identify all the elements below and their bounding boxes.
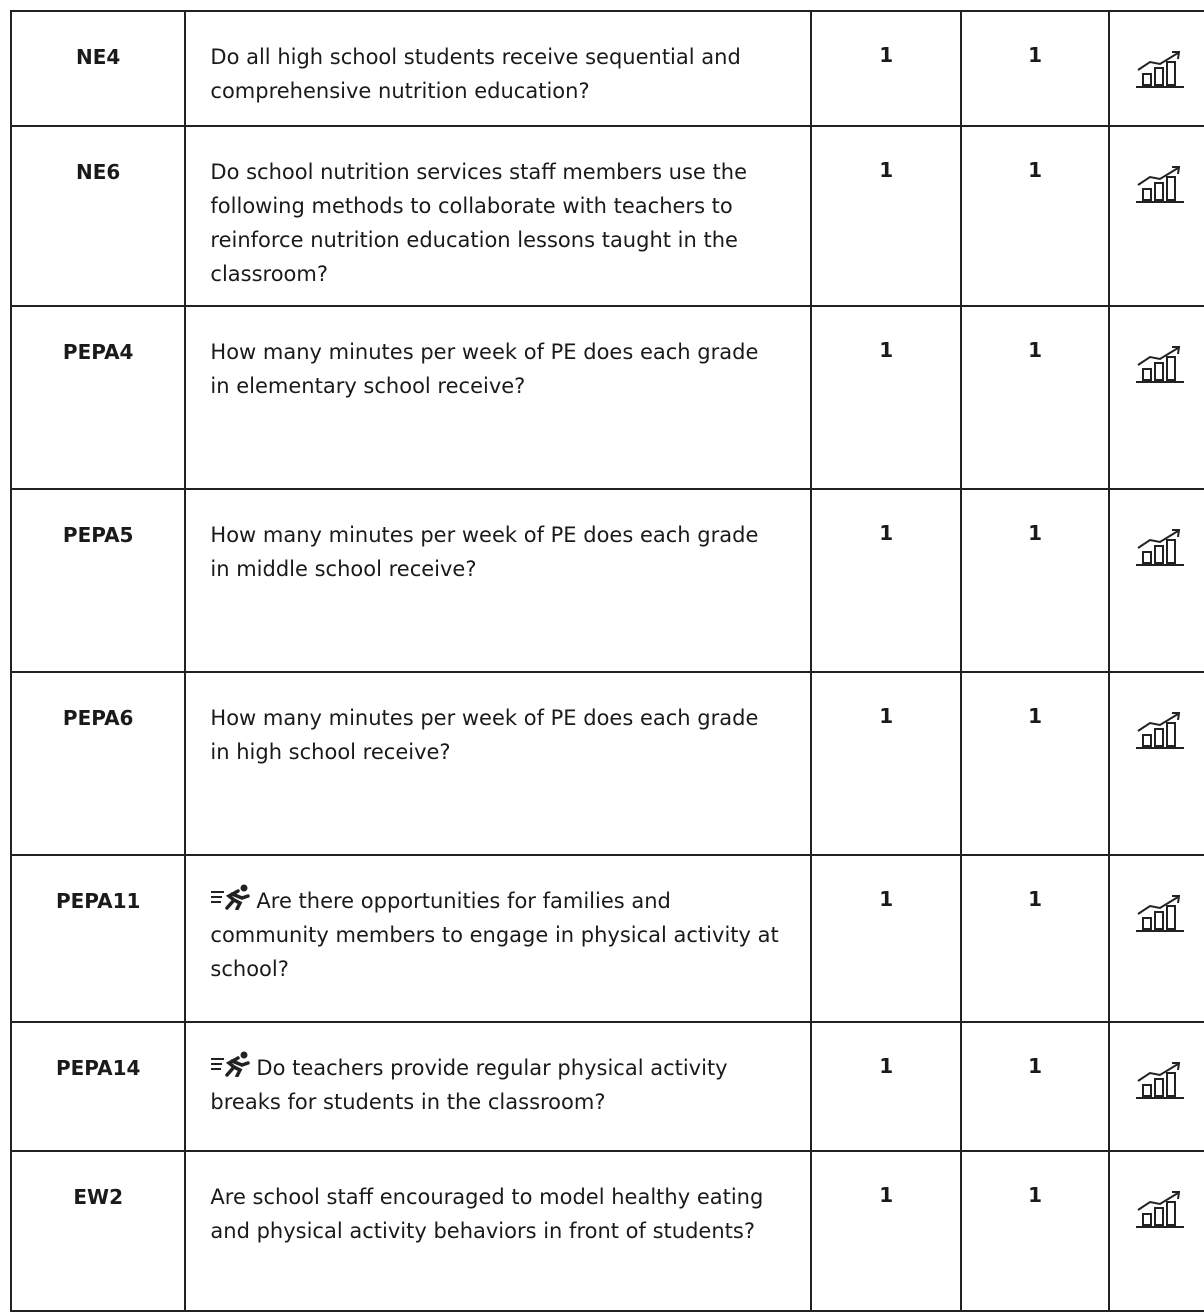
score-cell-b: 1 — [962, 673, 1110, 854]
score-cell-a: 1 — [812, 856, 961, 1021]
trend-cell — [1110, 307, 1204, 488]
score-cell-b: 1 — [962, 307, 1110, 488]
item-question — [186, 127, 812, 305]
table-row — [10, 673, 1204, 856]
trend-cell — [1110, 1152, 1204, 1310]
item-question — [186, 856, 812, 1021]
table-row — [10, 1023, 1204, 1152]
question-text: Do teachers provide regular physical activity breaks for students in the classroom? — [210, 1056, 728, 1114]
score-cell-b: 1 — [962, 1152, 1110, 1310]
score-cell-a: 1 — [812, 127, 961, 305]
item-question — [186, 12, 812, 125]
table-row — [10, 307, 1204, 490]
bar-chart-trend-up-icon[interactable] — [1134, 1061, 1186, 1099]
question-text: Are school staff encouraged to model healthy eating and physical activity behaviors in front of students? — [210, 1185, 764, 1243]
table-row — [10, 10, 1204, 127]
trend-cell — [1110, 1023, 1204, 1150]
table-row — [10, 127, 1204, 307]
bar-chart-trend-up-icon[interactable] — [1134, 894, 1186, 932]
item-code: PEPA14 — [10, 1023, 186, 1150]
score-cell-a: 1 — [812, 12, 961, 125]
score-cell-b: 1 — [962, 127, 1110, 305]
score-cell-b: 1 — [962, 490, 1110, 671]
item-code: NE4 — [10, 12, 186, 125]
running-person-icon — [210, 1051, 252, 1077]
score-cell-b: 1 — [962, 1023, 1110, 1150]
table-row — [10, 1152, 1204, 1312]
score-cell-b: 1 — [962, 12, 1110, 125]
trend-cell — [1110, 673, 1204, 854]
bar-chart-trend-up-icon[interactable] — [1134, 165, 1186, 203]
item-code: PEPA6 — [10, 673, 186, 854]
score-cell-a: 1 — [812, 490, 961, 671]
score-cell-a: 1 — [812, 1023, 961, 1150]
bar-chart-trend-up-icon[interactable] — [1134, 711, 1186, 749]
table-row — [10, 856, 1204, 1023]
item-code: PEPA11 — [10, 856, 186, 1021]
trend-cell — [1110, 856, 1204, 1021]
item-question — [186, 1023, 812, 1150]
score-cell-a: 1 — [812, 1152, 961, 1310]
score-cell-a: 1 — [812, 673, 961, 854]
table-row — [10, 490, 1204, 673]
question-text: How many minutes per week of PE does each grade in middle school receive? — [210, 523, 759, 581]
question-text: Are there opportunities for families and community members to engage in physical activity at school? — [210, 889, 779, 981]
bar-chart-trend-up-icon[interactable] — [1134, 528, 1186, 566]
question-text: Do school nutrition services staff members use the following methods to collaborate with teachers to reinforce nutrition education lessons taught in the classroom? — [210, 160, 747, 286]
trend-cell — [1110, 127, 1204, 305]
item-code: PEPA4 — [10, 307, 186, 488]
bar-chart-trend-up-icon[interactable] — [1134, 50, 1186, 88]
bar-chart-trend-up-icon[interactable] — [1134, 1190, 1186, 1228]
assessment-table — [10, 10, 1204, 1312]
item-question — [186, 673, 812, 854]
item-code: EW2 — [10, 1152, 186, 1310]
item-question — [186, 490, 812, 671]
trend-cell — [1110, 12, 1204, 125]
running-person-icon — [210, 884, 252, 910]
trend-cell — [1110, 490, 1204, 671]
item-code: NE6 — [10, 127, 186, 305]
item-question — [186, 1152, 812, 1310]
question-text: Do all high school students receive sequential and comprehensive nutrition education? — [210, 45, 741, 103]
item-question — [186, 307, 812, 488]
item-code: PEPA5 — [10, 490, 186, 671]
score-cell-a: 1 — [812, 307, 961, 488]
question-text: How many minutes per week of PE does each grade in elementary school receive? — [210, 340, 759, 398]
question-text: How many minutes per week of PE does each grade in high school receive? — [210, 706, 759, 764]
bar-chart-trend-up-icon[interactable] — [1134, 345, 1186, 383]
score-cell-b: 1 — [962, 856, 1110, 1021]
